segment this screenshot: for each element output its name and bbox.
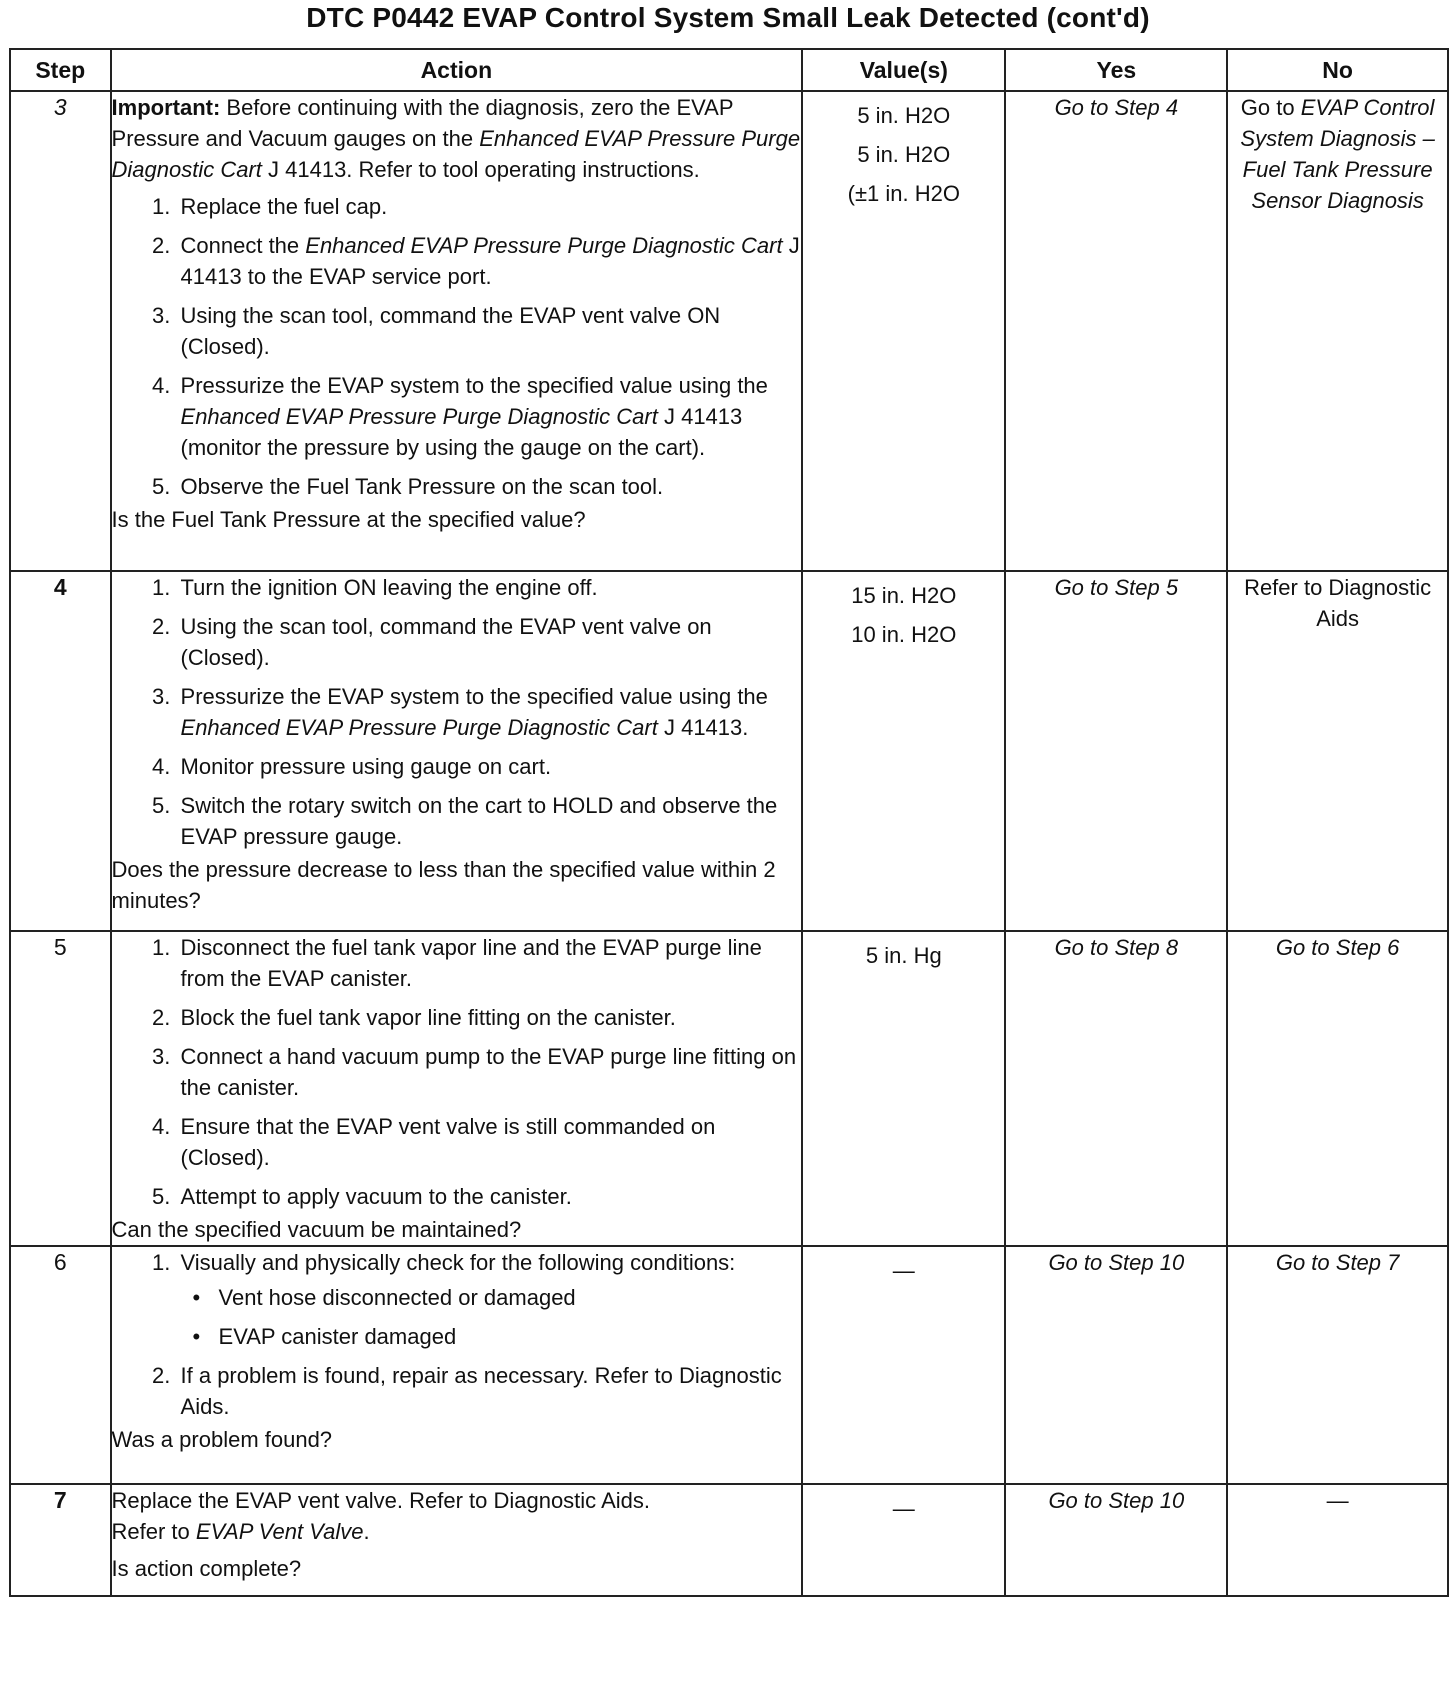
table-row-step-7 xyxy=(10,1484,1448,1596)
action-cell xyxy=(111,1484,803,1596)
action-item: 4. Pressurize the EVAP system to the specified value using the Enhanced EVAP Pressure Purge Diagnostic Cart J 41413 (monitor the pressure by using the gauge on the cart). xyxy=(177,370,802,463)
action-item: 1. Visually and physically check for the following conditions: • Vent hose disconnected or damaged • EVAP canister damaged xyxy=(177,1247,802,1352)
no-cell: Refer to Diagnostic Aids xyxy=(1227,571,1448,931)
action-item: 2. Using the scan tool, command the EVAP vent valve on (Closed). xyxy=(177,611,802,673)
action-item: 3. Pressurize the EVAP system to the specified value using the Enhanced EVAP Pressure Purge Diagnostic Cart J 41413. xyxy=(177,681,802,743)
action-item: 2. If a problem is found, repair as necessary. Refer to Diagnostic Aids. xyxy=(177,1360,802,1422)
action-steps xyxy=(112,572,802,852)
action-item: 1. Replace the fuel cap. xyxy=(177,191,802,222)
action-item: 2. Connect the Enhanced EVAP Pressure Purge Diagnostic Cart J 41413 to the EVAP service port. xyxy=(177,230,802,292)
question: Is action complete? xyxy=(111,1556,302,1581)
header-action: Action xyxy=(111,49,803,91)
header-yes: Yes xyxy=(1005,49,1227,91)
values-cell xyxy=(802,1484,1005,1596)
value: 5 in. Hg xyxy=(865,943,942,968)
yes-cell: Go to Step 10 xyxy=(1005,1484,1227,1596)
no-cell: Go to EVAP Control System Diagnosis – Fuel Tank Pressure Sensor Diagnosis xyxy=(1227,91,1448,571)
diagnostic-table xyxy=(9,48,1449,1597)
question: Does the pressure decrease to less than the specified value within 2 minutes? xyxy=(111,857,776,913)
action-item: 5. Switch the rotary switch on the cart to HOLD and observe the EVAP pressure gauge. xyxy=(177,790,802,852)
step-number: 4 xyxy=(10,571,111,931)
table-row-step-4 xyxy=(10,571,1448,931)
question: Is the Fuel Tank Pressure at the specified value? xyxy=(111,507,586,532)
value: 5 in. H2O xyxy=(857,142,951,167)
action-item: 3. Using the scan tool, command the EVAP vent valve ON (Closed). xyxy=(177,300,802,362)
question: Was a problem found? xyxy=(111,1427,333,1452)
header-values: Value(s) xyxy=(802,49,1005,91)
action-item: 4. Monitor pressure using gauge on cart. xyxy=(177,751,802,782)
step-number: 6 xyxy=(10,1246,111,1484)
header-no: No xyxy=(1227,49,1448,91)
step-number: 5 xyxy=(10,931,111,1246)
condition-item: • Vent hose disconnected or damaged xyxy=(215,1282,802,1313)
yes-cell: Go to Step 4 xyxy=(1005,91,1227,571)
no-cell: Go to Step 6 xyxy=(1227,931,1448,1246)
tool-name: Enhanced EVAP Pressure Purge Diagnostic Cart xyxy=(111,126,801,182)
action-item: 4. Ensure that the EVAP vent valve is still commanded on (Closed). xyxy=(177,1111,802,1173)
action-item: 1. Disconnect the fuel tank vapor line and the EVAP purge line from the EVAP canister. xyxy=(177,932,802,994)
action-item: 5. Attempt to apply vacuum to the canister. xyxy=(177,1181,802,1212)
values-cell xyxy=(802,571,1005,931)
action-steps xyxy=(112,191,802,502)
no-cell: Go to Step 7 xyxy=(1227,1246,1448,1484)
no-cell: — xyxy=(1227,1484,1448,1596)
yes-cell: Go to Step 8 xyxy=(1005,931,1227,1246)
value: (±1 in. H2O xyxy=(847,181,960,206)
yes-cell: Go to Step 5 xyxy=(1005,571,1227,931)
yes-cell: Go to Step 10 xyxy=(1005,1246,1227,1484)
step-number: 7 xyxy=(10,1484,111,1596)
value: — xyxy=(892,1496,915,1521)
action-line: Replace the EVAP vent valve. Refer to Diagnostic Aids. xyxy=(111,1488,650,1513)
step-number: 3 xyxy=(10,91,111,571)
value: — xyxy=(892,1258,915,1283)
value: 5 in. H2O xyxy=(857,103,951,128)
action-cell xyxy=(111,571,803,931)
table-row-step-3 xyxy=(10,91,1448,571)
action-item: 2. Block the fuel tank vapor line fitting on the canister. xyxy=(177,1002,802,1033)
action-line: Refer to EVAP Vent Valve. xyxy=(111,1519,370,1544)
table-row-step-6 xyxy=(10,1246,1448,1484)
action-cell xyxy=(111,1246,803,1484)
table-header-row xyxy=(10,49,1448,91)
values-cell xyxy=(802,931,1005,1246)
action-cell xyxy=(111,91,803,571)
important-note xyxy=(112,92,802,185)
question: Can the specified vacuum be maintained? xyxy=(111,1217,522,1242)
values-cell xyxy=(802,1246,1005,1484)
action-steps xyxy=(112,932,802,1212)
action-item: 3. Connect a hand vacuum pump to the EVAP purge line fitting on the canister. xyxy=(177,1041,802,1103)
page-title: DTC P0442 EVAP Control System Small Leak Detected (cont'd) xyxy=(306,2,1150,33)
action-item: 5. Observe the Fuel Tank Pressure on the scan tool. xyxy=(177,471,802,502)
condition-list xyxy=(181,1282,802,1352)
condition-item: • EVAP canister damaged xyxy=(215,1321,802,1352)
value: 15 in. H2O xyxy=(851,583,957,608)
action-steps xyxy=(112,1247,802,1422)
values-cell xyxy=(802,91,1005,571)
table-row-step-5 xyxy=(10,931,1448,1246)
value: 10 in. H2O xyxy=(851,622,957,647)
action-cell xyxy=(111,931,803,1246)
action-item: 1. Turn the ignition ON leaving the engine off. xyxy=(177,572,802,603)
important-text: Before continuing with the diagnosis, zero the EVAP Pressure and Vacuum gauges on the xyxy=(111,95,734,151)
important-label: Important: xyxy=(111,95,221,120)
important-text: J 41413. Refer to tool operating instructions. xyxy=(261,157,700,182)
header-step: Step xyxy=(10,49,111,91)
